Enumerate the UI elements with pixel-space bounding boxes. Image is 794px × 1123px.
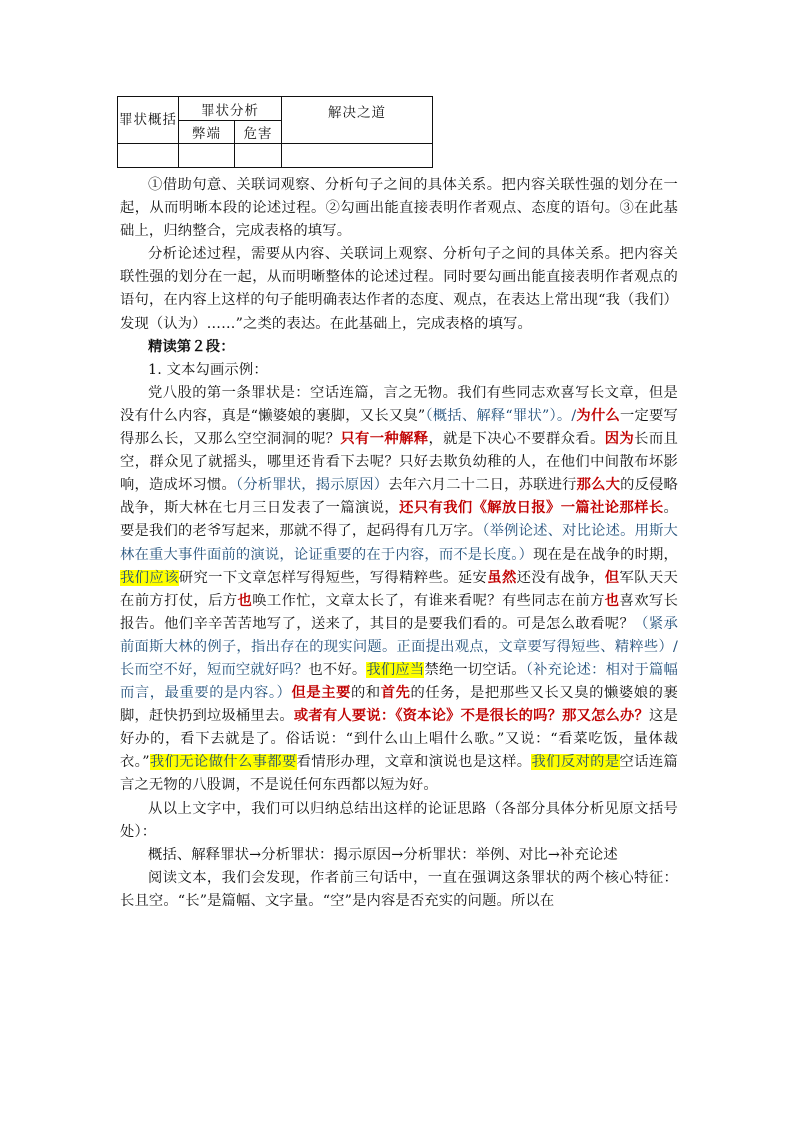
table-header-harm: 危害 xyxy=(235,121,282,144)
keyword-mark: 那么大 xyxy=(576,477,621,494)
passage-text: 研究一下文章怎样写得短些，写得精粹些。延安 xyxy=(178,569,488,586)
passage-text: 一定要写得那么长，又那么空空洞洞的呢？ xyxy=(120,407,679,448)
annotation-note: （举例论述、对比论述。用斯大林在重大事件面前的演说，论证重要的在于内容，而不是长度。） xyxy=(120,523,679,563)
passage-text: 的和 xyxy=(350,685,381,702)
summary-paragraph: 从以上文字中，我们可以归纳总结出这样的论证思路（各部分具体分析见原文括号处）： xyxy=(120,800,678,840)
annotation-note: 长而空不好，短而空就好吗？ xyxy=(120,661,309,678)
passage-text: 党八股的第一条罪状是：空话连篇，言之无物。我们有些同志欢喜写长文章，但是没有什么内容，真是“懒婆娘的裹脚，又长又臭” xyxy=(120,384,678,424)
keyword-mark: 也 xyxy=(604,592,620,609)
table-cell-harm xyxy=(235,144,282,168)
keyword-mark: 只有一种解释 xyxy=(340,431,429,448)
passage-text: 。要是我们的老爷写起来，那就不得了，起码得有几万字。 xyxy=(120,500,678,540)
argument-flow: 概括、解释罪状→分析罪状：揭示原因→分析罪状：举例、对比→补充论述 xyxy=(148,846,618,863)
highlight-mark: 我们反对的是 xyxy=(531,754,620,771)
passage-text: 禁绝一切空话。 xyxy=(424,661,526,678)
keyword-mark: 首先 xyxy=(380,685,411,702)
section-heading: 精读第２段： xyxy=(148,338,235,355)
table-cell-drawback xyxy=(179,144,235,168)
passage-text: 的任务，是把那些又长又臭的懒婆娘的裹脚，赶快扔到垃圾桶里去。 xyxy=(120,685,678,725)
table-cell-summary xyxy=(118,144,179,168)
keyword-mark: 虽然 xyxy=(487,569,517,586)
annotation-note: （补充论述：相对于篇幅而言，最重要的是内容。） xyxy=(120,661,678,702)
table-header-drawback: 弊端 xyxy=(179,121,235,144)
keyword-mark: 为什么 xyxy=(576,407,620,424)
passage-text: 也不好。 xyxy=(308,661,367,678)
passage-text: 长而且空，群众见了就摇头，哪里还肯看下去呢？只好去欺负幼稚的人，在他们中间散布坏影响，造成坏习惯。 xyxy=(120,431,678,494)
reading-paragraph: 阅读文本，我们会发现，作者前三句话中，一直在强调这条罪状的两个核心特征：长且空。“长”是篇幅、文字量。“空”是内容是否充实的问题。所以在 xyxy=(120,869,678,909)
body-text xyxy=(120,174,678,913)
annotation-note: （紧承前面斯大林的例子，指出存在的现实问题。正面提出观点，文章要写得短些、精粹些） xyxy=(120,615,678,655)
divider-mark: / xyxy=(673,638,678,655)
annotated-passage xyxy=(120,382,678,798)
keyword-mark: 因为 xyxy=(604,431,635,448)
passage-text: 现在是在战争的时期， xyxy=(533,546,678,563)
table-header-analysis: 罪状分析 xyxy=(179,97,282,121)
keyword-mark: 但是主要 xyxy=(291,685,351,702)
analysis-table xyxy=(117,96,433,168)
highlight-mark: 我们应当 xyxy=(366,661,425,678)
passage-text: 的反侵略战争，斯大林在七月三日发表了一篇演说， xyxy=(120,477,678,517)
passage-text: 还没有战争， xyxy=(516,569,605,586)
highlight-mark: 我们无论做什么事都要 xyxy=(149,754,297,771)
keyword-mark: 或者有人要说：《资本论》不是很长的吗？那又怎么办？ xyxy=(293,708,650,725)
annotation-note: （概括、解释“罪状”）。 xyxy=(425,407,572,424)
passage-text: 喜欢写长报告。他们辛辛苦苦地写了，送来了，其目的是要我们看的。可是怎么敢看呢？ xyxy=(120,592,679,632)
table-cell-solution xyxy=(282,144,433,168)
table-header-summary: 罪状概括 xyxy=(118,97,179,144)
subheading: 1. 文本勾画示例： xyxy=(148,361,268,378)
passage-text: 军队天天在前方打仗，后方 xyxy=(120,569,678,609)
passage-text: 看情形办理，文章和演说也是这样。 xyxy=(296,754,532,771)
passage-text: 唤工作忙，文章太长了，有谁来看呢？有些同志在前方 xyxy=(252,592,605,609)
instruction-paragraph: ①借助句意、关联词观察、分析句子之间的具体关系。把内容关联性强的划分在一起，从而明晰本段的论述过程。②勾画出能直接表明作者观点、态度的语句。③在此基础上，归纳整合，完成表格的填写。 xyxy=(120,177,678,240)
passage-text: 这是好办的，看下去就是了。俗话说：“到什么山上唱什么歌。”又说：“看菜吃饭，量体裁衣。” xyxy=(120,708,678,771)
passage-text: 空话连篇言之无物的八股调，不是说任何东西都以短为好。 xyxy=(120,754,679,794)
keyword-mark: 也 xyxy=(237,592,253,609)
highlight-mark: 我们应该 xyxy=(120,569,179,586)
keyword-mark: 但 xyxy=(604,569,620,586)
divider-mark: / xyxy=(571,407,577,424)
table-header-solution: 解决之道 xyxy=(282,97,433,144)
keyword-mark: 还只有我们《解放日报》一篇社论那样长 xyxy=(399,500,664,517)
annotation-note: （分析罪状，揭示原因） xyxy=(235,477,389,494)
analysis-paragraph: 分析论述过程，需要从内容、关联词上观察、分析句子之间的具体关系。把内容关联性强的划分在一起，从而明晰整体的论述过程。同时要勾画出能直接表明作者观点的语句，在内容上这样的句子能明确表达作者的态度、观点，在表达上常出现“我（我们）发现（认为）……”之类的表达。在此基础上，完成表格的填写。 xyxy=(120,246,678,332)
passage-text: ，就是下决心不要群众看。 xyxy=(428,431,605,448)
passage-text: 去年六月二十二日，苏联进行 xyxy=(388,477,577,494)
